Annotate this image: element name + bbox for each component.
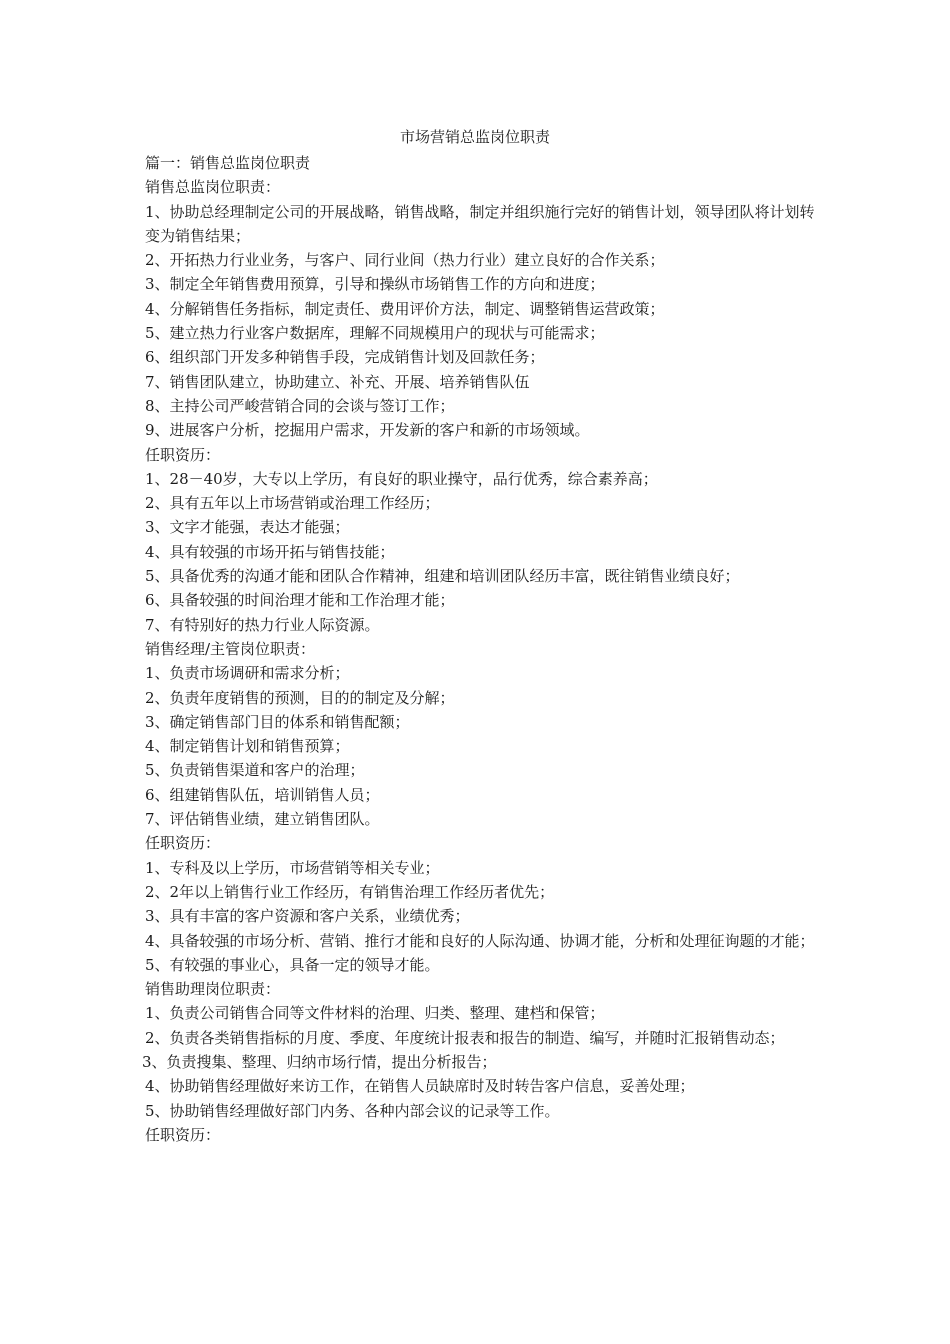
subsection-heading: 销售经理/主管岗位职责： <box>145 639 316 658</box>
list-item: 3、文字才能强，表达才能强； <box>145 518 350 537</box>
list-item: 5、协助销售经理做好部门内务、各种内部会议的记录等工作。 <box>145 1101 560 1120</box>
list-item: 6、具备较强的时间治理才能和工作治理才能； <box>145 591 455 610</box>
list-item: 8、主持公司严峻营销合同的会谈与签订工作； <box>145 396 455 415</box>
list-item: 7、销售团队建立，协助建立、补充、开展、培养销售队伍 <box>145 372 530 391</box>
list-item: 7、评估销售业绩，建立销售团队。 <box>145 810 380 829</box>
list-item: 1、28－40岁，大专以上学历，有良好的职业操守，品行优秀，综合素养高； <box>145 469 658 488</box>
list-item: 4、具有较强的市场开拓与销售技能； <box>145 542 395 561</box>
document-title: 市场营销总监岗位职责 <box>399 128 550 146</box>
list-item: 6、组建销售队伍，培训销售人员； <box>145 785 380 804</box>
list-item: 3、具有丰富的客户资源和客户关系，业绩优秀； <box>145 907 470 926</box>
list-item: 2、负责年度销售的预测，目的的制定及分解； <box>145 688 455 707</box>
list-item: 7、有特别好的热力行业人际资源。 <box>145 615 380 634</box>
list-item: 5、具备优秀的沟通才能和团队合作精神，组建和培训团队经历丰富，既往销售业绩良好； <box>145 567 740 586</box>
list-item: 2、开拓热力行业业务，与客户、同行业间（热力行业）建立良好的合作关系； <box>145 251 665 270</box>
list-item: 1、负责市场调研和需求分析； <box>145 664 350 683</box>
list-item: 1、专科及以上学历，市场营销等相关专业； <box>145 858 440 877</box>
subsection-heading: 任职资历： <box>145 1125 221 1144</box>
list-item: 3、负责搜集、整理、归纳市场行情，提出分析报告； <box>142 1052 497 1071</box>
section-heading: 篇一：销售总监岗位职责 <box>145 154 311 172</box>
list-item: 4、分解销售任务指标，制定责任、费用评价方法，制定、调整销售运营政策； <box>145 299 665 318</box>
subsection-heading: 销售助理岗位职责： <box>145 980 281 999</box>
list-item: 5、负责销售渠道和客户的治理； <box>145 761 365 780</box>
list-item: 4、具备较强的市场分析、营销、推行才能和良好的人际沟通、协调才能，分析和处理征询题的才能； <box>145 931 815 950</box>
list-item: 1、负责公司销售合同等文件材料的治理、归类、整理、建档和保管； <box>145 1004 605 1023</box>
list-item: 3、确定销售部门目的体系和销售配额； <box>145 712 410 731</box>
list-item: 5、有较强的事业心，具备一定的领导才能。 <box>145 955 440 974</box>
list-item: 9、进展客户分析，挖掘用户需求，开发新的客户和新的市场领域。 <box>145 421 590 440</box>
list-item: 2、具有五年以上市场营销或治理工作经历； <box>145 494 440 513</box>
subsection-heading: 任职资历： <box>145 445 221 464</box>
subsection-heading: 销售总监岗位职责： <box>145 178 281 197</box>
subsection-heading: 任职资历： <box>145 834 221 853</box>
list-item: 6、组织部门开发多种销售手段，完成销售计划及回款任务； <box>145 348 545 367</box>
list-item: 2、2年以上销售行业工作经历，有销售治理工作经历者优先； <box>145 882 555 901</box>
document-body <box>142 151 815 1147</box>
list-item: 3、制定全年销售费用预算，引导和操纵市场销售工作的方向和进度； <box>145 275 605 294</box>
list-item: 4、协助销售经理做好来访工作，在销售人员缺席时及时转告客户信息，妥善处理； <box>145 1077 695 1096</box>
list-item: 4、制定销售计划和销售预算； <box>145 737 350 756</box>
list-item: 1、协助总经理制定公司的开展战略，销售战略，制定并组织施行完好的销售计划，领导团队将计划转变为销售结果； <box>145 202 815 245</box>
list-item: 5、建立热力行业客户数据库，理解不同规模用户的现状与可能需求； <box>145 324 605 343</box>
list-item: 2、负责各类销售指标的月度、季度、年度统计报表和报告的制造、编写，并随时汇报销售动态； <box>145 1028 785 1047</box>
